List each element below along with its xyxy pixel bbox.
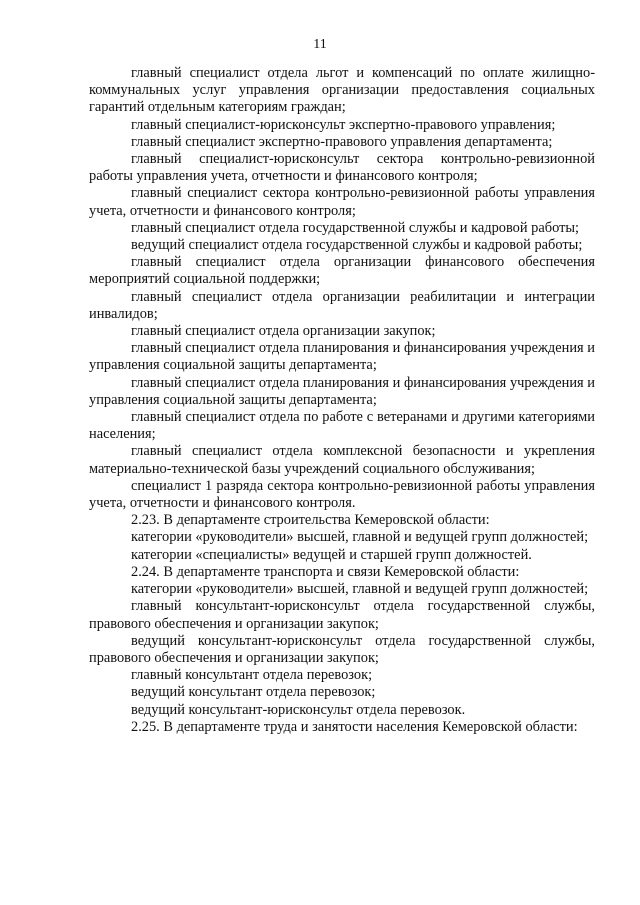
page-number: 11: [313, 37, 327, 52]
paragraph: главный специалист отдела организации финансового обеспечения мероприятий социальной поддержки;: [89, 254, 595, 288]
paragraph: главный специалист сектора контрольно-ревизионной работы управления учета, отчетности и финансового контроля;: [89, 185, 595, 219]
paragraph: главный специалист отдела комплексной безопасности и укрепления материально-технической базы учреждений социального обслуживания;: [89, 443, 595, 477]
paragraph: главный консультант отдела перевозок;: [131, 667, 373, 684]
section-heading-2-25: 2.25. В департаменте труда и занятости населения Кемеровской области:: [131, 718, 578, 735]
paragraph: главный специалист-юрисконсульт экспертно-правового управления;: [131, 116, 556, 133]
paragraph: главный специалист отдела по работе с ветеранами и другими категориями населения;: [89, 409, 595, 443]
paragraph: ведущий специалист отдела государственной службы и кадровой работы;: [131, 237, 583, 254]
paragraph: категории «руководители» высшей, главной и ведущей групп должностей;: [131, 529, 589, 546]
document-body: [89, 65, 595, 736]
paragraph: категории «специалисты» ведущей и старшей групп должностей.: [131, 546, 532, 563]
paragraph: категории «руководители» высшей, главной и ведущей групп должностей;: [131, 581, 589, 598]
paragraph: главный специалист отдела планирования и финансирования учреждения и управления социальной защиты департамента;: [89, 340, 595, 374]
paragraph: главный специалист отдела организации закупок;: [131, 323, 436, 340]
paragraph: ведущий консультант-юрисконсульт отдела государственной службы, правового обеспечения и организации закупок;: [89, 632, 595, 666]
paragraph: главный специалист отдела государственной службы и кадровой работы;: [131, 219, 580, 236]
paragraph: ведущий консультант отдела перевозок;: [131, 684, 376, 701]
paragraph: главный специалист отдела организации реабилитации и интеграции инвалидов;: [89, 288, 595, 322]
paragraph: специалист 1 разряда сектора контрольно-ревизионной работы управления учета, отчетности и финансового контроля.: [89, 477, 595, 512]
paragraph: главный специалист отдела планирования и финансирования учреждения и управления социальной защиты департамента;: [89, 374, 595, 408]
paragraph: главный специалист отдела льгот и компенсаций по оплате жилищно-коммунальных услуг управления организации предоставления социальных гарантий отдельным категориям граждан;: [89, 65, 595, 116]
paragraph: главный специалист экспертно-правового управления департамента;: [131, 133, 553, 150]
paragraph: ведущий консультант-юрисконсульт отдела перевозок.: [131, 701, 466, 718]
paragraph: главный специалист-юрисконсульт сектора контрольно-ревизионной работы управления учета, отчетности и финансового контроля;: [89, 151, 595, 185]
section-heading-2-24: 2.24. В департаменте транспорта и связи Кемеровской области:: [131, 563, 520, 580]
section-heading-2-23: 2.23. В департаменте строительства Кемеровской области:: [131, 512, 490, 529]
paragraph: главный консультант-юрисконсульт отдела государственной службы, правового обеспечения и организации закупок;: [89, 598, 595, 632]
